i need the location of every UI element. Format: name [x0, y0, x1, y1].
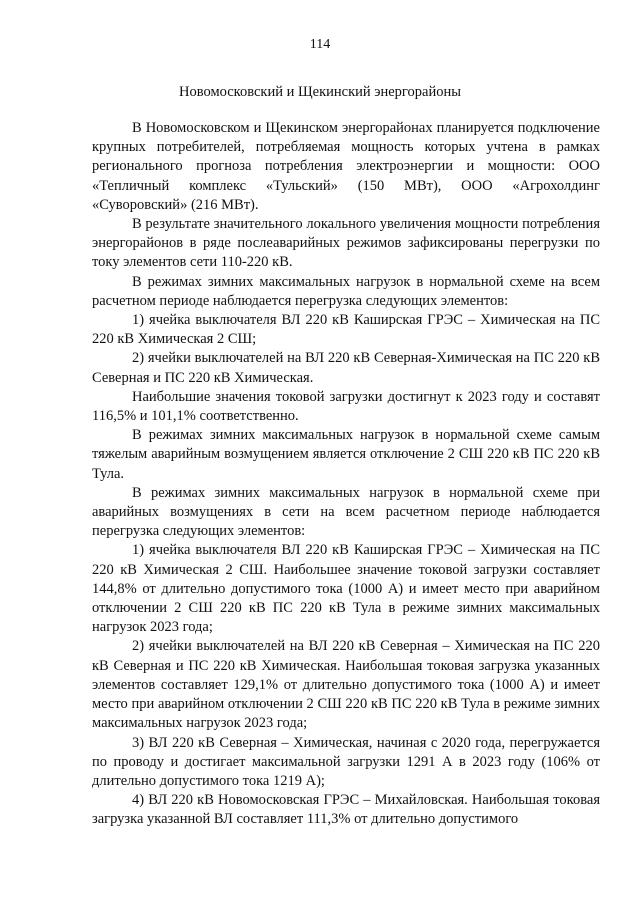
list-item: 4) ВЛ 220 кВ Новомосковская ГРЭС – Михайловская. Наибольшая токовая загрузка указанной ВЛ составляет 111,3% от длительно допустимого	[92, 792, 600, 828]
paragraph: Наибольшие значения токовой загрузки достигнут к 2023 году и составят 116,5% и 101,1% соответственно.	[92, 388, 600, 425]
paragraph: В режимах зимних максимальных нагрузок в нормальной схеме самым тяжелым аварийным возмущением является отключение 2 СШ 220 кВ ПС 220 кВ Тула.	[92, 427, 600, 482]
body-text	[92, 119, 600, 830]
list-item: 3) ВЛ 220 кВ Северная – Химическая, начиная с 2020 года, перегружается по проводу и достигает максимальной загрузки 1291 А в 2023 году (106% от длительно допустимого тока 1219 А);	[92, 734, 600, 789]
paragraph: В режимах зимних максимальных нагрузок в нормальной схеме на всем расчетном периоде наблюдается перегрузка следующих элементов:	[92, 273, 600, 309]
list-item: 2) ячейки выключателей на ВЛ 220 кВ Северная – Химическая на ПС 220 кВ Северная и ПС 220 кВ Химическая. Наибольшая токовая загрузка указанных элементов составляет 129,1% от длительно допустимого тока (1000 А) и имеет место при аварийном отключении 2 СШ 220 кВ ПС 220 кВ Тула в режиме зимних максимальных нагрузок 2023 года;	[92, 638, 600, 732]
list-item: 1) ячейка выключателя ВЛ 220 кВ Каширская ГРЭС – Химическая на ПС 220 кВ Химическая 2 СШ;	[92, 312, 600, 348]
paragraph: В режимах зимних максимальных нагрузок в нормальной схеме при аварийных возмущениях в сети на всем расчетном периоде наблюдается перегрузка следующих элементов:	[92, 484, 600, 540]
paragraph: В Новомосковском и Щекинском энергорайонах планируется подключение крупных потребителей, потребляемая мощность которых учтена в рамках регионального прогноза потребления электроэнергии и мощности: ООО «Тепличный комплекс «Тульский» (150 МВт), ООО «Агрохолдинг «Суворовский» (216 МВт).	[92, 120, 600, 213]
list-item: 2) ячейки выключателей на ВЛ 220 кВ Северная-Химическая на ПС 220 кВ Северная и ПС 220 кВ Химическая.	[92, 350, 600, 386]
page-number: 114	[309, 37, 331, 52]
section-heading: Новомосковский и Щекинский энергорайоны	[179, 84, 461, 100]
list-item: 1) ячейка выключателя ВЛ 220 кВ Каширская ГРЭС – Химическая на ПС 220 кВ Химическая 2 СШ. Наибольшее значение токовой загрузки составляет 144,8% от длительно допустимого тока (1000 А) и имеет место при аварийном отключении 2 СШ 220 кВ ПС 220 кВ Тула в режиме зимних максимальных нагрузок 2023 года;	[92, 542, 600, 636]
paragraph: В результате значительного локального увеличения мощности потребления энергорайонов в ряде послеаварийных режимов зафиксированы перегрузки по току элементов сети 110-220 кВ.	[92, 216, 600, 271]
